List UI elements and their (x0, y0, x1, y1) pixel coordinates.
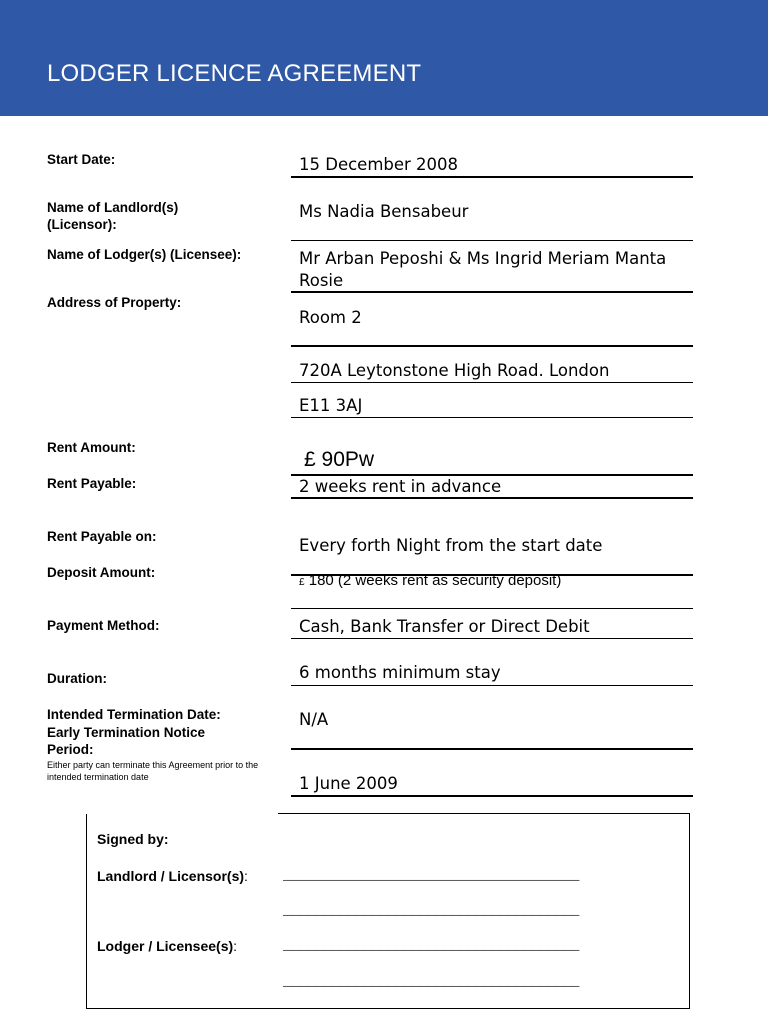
duration-label: Duration: (47, 671, 107, 686)
deposit-rule (291, 608, 693, 609)
payment-method-label: Payment Method: (47, 618, 160, 633)
address-line-1: Room 2 (299, 308, 362, 327)
landlord-signature-label (97, 868, 248, 884)
start-date-value: 15 December 2008 (299, 155, 459, 174)
lodger-signature-text: Lodger / Licensee(s) (97, 938, 234, 954)
signature-box-gap (86, 813, 278, 814)
landlord-signature-colon: : (244, 868, 248, 884)
lodger-rule (291, 291, 693, 293)
termination-date-rule (291, 748, 693, 750)
deposit-value (299, 570, 689, 594)
rent-amount-value: £ 90Pw (304, 448, 375, 471)
early-termination-value: 1 June 2009 (299, 774, 398, 793)
deposit-currency: £ (299, 577, 305, 588)
signed-by-label: Signed by: (97, 831, 169, 847)
early-termination-rule (291, 795, 693, 797)
address-label: Address of Property: (47, 295, 182, 310)
address-rule-1 (291, 345, 693, 347)
start-date-label: Start Date: (47, 152, 116, 167)
lodger-signature-line-2[interactable]: _____________________________________ (283, 974, 580, 990)
lodger-signature-line-1[interactable]: _____________________________________ (283, 938, 580, 954)
document-title: LODGER LICENCE AGREEMENT (47, 60, 422, 87)
landlord-signature-text: Landlord / Licensor(s) (97, 868, 245, 884)
lodger-value: Mr Arban Peposhi & Ms Ingrid Meriam Manta Rosie (299, 249, 667, 290)
rent-payable-value: 2 weeks rent in advance (299, 477, 502, 496)
termination-date-label: Intended Termination Date: (47, 707, 221, 722)
address-rule-3 (291, 417, 693, 418)
payment-method-value: Cash, Bank Transfer or Direct Debit (299, 617, 590, 636)
landlord-signature-line-2[interactable]: _____________________________________ (283, 903, 580, 919)
header-banner (0, 0, 768, 116)
rent-payable-on-label: Rent Payable on: (47, 529, 157, 544)
lodger-label: Name of Lodger(s) (Licensee): (47, 247, 242, 262)
termination-date-value: N/A (299, 710, 329, 729)
payment-method-rule (291, 638, 693, 639)
duration-rule (291, 685, 693, 686)
address-line-3: E11 3AJ (299, 396, 363, 415)
landlord-value: Ms Nadia Bensabeur (299, 202, 469, 221)
rent-payable-rule (291, 497, 693, 499)
landlord-signature-line-1[interactable]: _____________________________________ (283, 868, 580, 884)
landlord-rule (291, 240, 693, 241)
lodger-signature-colon: : (233, 938, 238, 954)
address-line-2: 720A Leytonstone High Road. London (299, 361, 610, 380)
deposit-amount: 180 (2 weeks rent as security deposit) (304, 572, 562, 589)
lodger-signature-label (97, 938, 237, 954)
address-rule-2 (291, 382, 693, 383)
rent-amount-label: Rent Amount: (47, 440, 136, 455)
early-termination-note: Either party can terminate this Agreement prior to the intended termination date (47, 760, 259, 782)
rent-payable-label: Rent Payable: (47, 476, 137, 491)
rent-payable-on-value: Every forth Night from the start date (299, 536, 603, 555)
deposit-label: Deposit Amount: (47, 565, 156, 580)
landlord-label: Name of Landlord(s) (Licensor): (47, 200, 179, 232)
start-date-rule (291, 176, 693, 178)
early-termination-label: Early Termination Notice Period: (47, 725, 206, 757)
duration-value: 6 months minimum stay (299, 663, 501, 682)
